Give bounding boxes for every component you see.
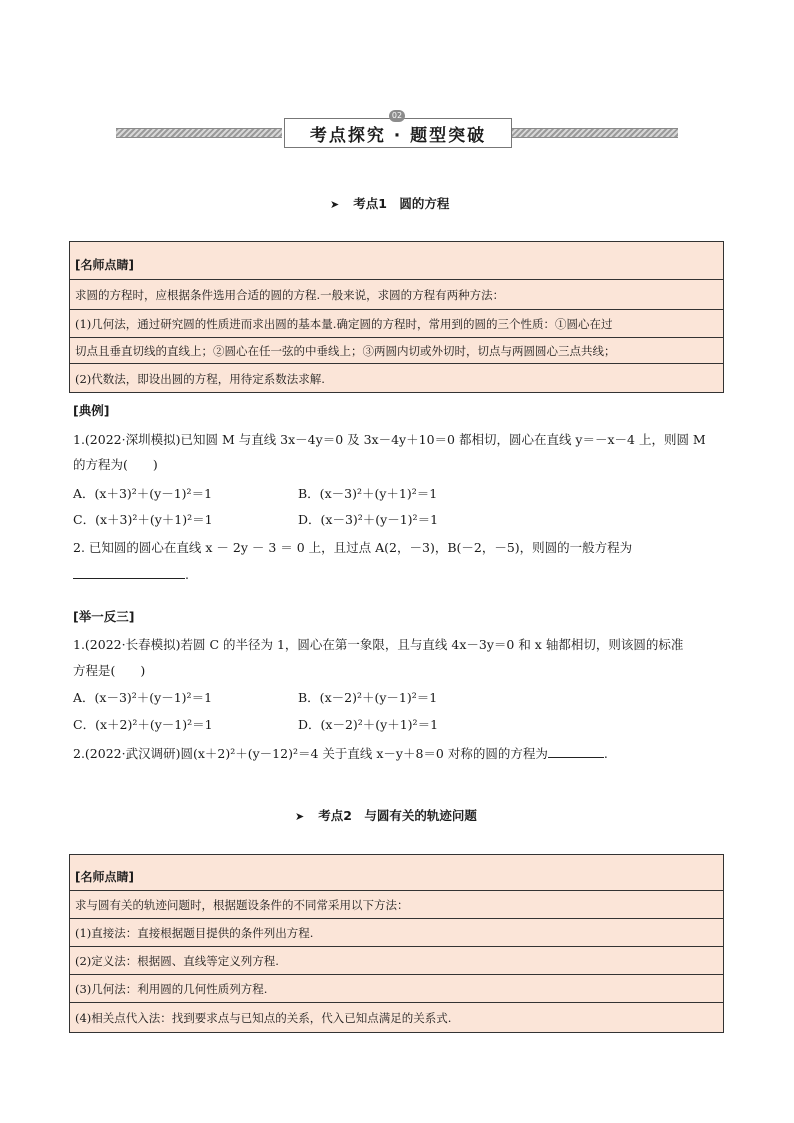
answer-blank[interactable] bbox=[73, 566, 185, 579]
practice1-line1: 1.(2022·长春模拟)若圆 C 的半径为 1，圆心在第一象限，且与直线 4x－3y＝0 和 x 轴都相切，则该圆的标准 bbox=[73, 637, 684, 652]
section1-title-row bbox=[330, 194, 449, 212]
section2-title: 考点2 与圆有关的轨迹问题 bbox=[318, 808, 477, 823]
example1-line2: 的方程为( ) bbox=[73, 457, 158, 472]
example1-option-d: D．(x－3)²＋(y－1)²＝1 bbox=[298, 512, 439, 527]
arrow-icon: ➤ bbox=[295, 810, 305, 823]
practice2-line1: 2.(2022·武汉调研)圆(x＋2)²＋(y－12)²＝4 关于直线 x－y＋8＝0 对称的圆的方程为 bbox=[73, 746, 548, 761]
practice2-row bbox=[73, 745, 608, 762]
practice1-option-d: D．(x－2)²＋(y＋1)²＝1 bbox=[298, 717, 439, 732]
banner-stripe-right bbox=[512, 128, 678, 138]
example1-option-a: A．(x＋3)²＋(y－1)²＝1 bbox=[73, 486, 213, 501]
section1-title: 考点1 圆的方程 bbox=[353, 196, 450, 211]
example-label: [典例] bbox=[73, 403, 110, 418]
practice-label: [举一反三] bbox=[73, 609, 135, 624]
banner-stripe-left bbox=[116, 128, 282, 138]
example1-line1: 1.(2022·深圳模拟)已知圆 M 与直线 3x－4y＝0 及 3x－4y＋10＝0 都相切，圆心在直线 y＝－x－4 上，则圆 M bbox=[73, 432, 706, 447]
tip-line: (4)相关点代入法：找到要求点与已知点的关系，代入已知点满足的关系式. bbox=[75, 1011, 452, 1025]
tip-heading: [名师点睛] bbox=[70, 242, 723, 280]
tip-line: (3)几何法：利用圆的几何性质列方程. bbox=[70, 975, 723, 1003]
tip-line: 求与圆有关的轨迹问题时，根据题设条件的不同常采用以下方法： bbox=[70, 891, 723, 919]
example2-tail: . bbox=[185, 567, 189, 582]
tip-box-1 bbox=[69, 241, 724, 393]
practice1-option-a: A．(x－3)²＋(y－1)²＝1 bbox=[73, 690, 213, 705]
practice1-line2: 方程是( ) bbox=[73, 663, 146, 678]
practice2-tail: . bbox=[603, 746, 608, 761]
tip-line: (1)直接法：直接根据题目提供的条件列出方程. bbox=[70, 919, 723, 947]
arrow-icon: ➤ bbox=[330, 198, 340, 211]
tip-line: (2)定义法：根据圆、直线等定义列方程. bbox=[70, 947, 723, 975]
tip-line: (1)几何法，通过研究圆的性质进而求出圆的基本量.确定圆的方程时，常用到的圆的三个性质：①圆心在过 bbox=[70, 310, 723, 338]
tip-line: 求圆的方程时，应根据条件选用合适的圆的方程.一般来说，求圆的方程有两种方法： bbox=[70, 280, 723, 310]
tip-box-2 bbox=[69, 854, 724, 1033]
tip-line: (2)代数法，即设出圆的方程，用待定系数法求解. bbox=[75, 372, 325, 386]
example2-line1: 2. 已知圆的圆心在直线 x － 2y － 3 ＝ 0 上，且过点 A(2，－3)，B(－2，－5)，则圆的一般方程为 bbox=[73, 540, 633, 555]
tip-heading: [名师点睛] bbox=[70, 855, 723, 891]
answer-blank[interactable] bbox=[548, 745, 604, 758]
example1-option-b: B．(x－3)²＋(y＋1)²＝1 bbox=[298, 486, 438, 501]
section-banner bbox=[116, 110, 678, 150]
practice1-option-c: C．(x＋2)²＋(y－1)²＝1 bbox=[73, 717, 213, 732]
example1-option-c: C．(x＋3)²＋(y＋1)²＝1 bbox=[73, 512, 213, 527]
practice1-option-b: B．(x－2)²＋(y－1)²＝1 bbox=[298, 690, 438, 705]
section2-title-row bbox=[295, 806, 477, 824]
banner-badge: 02 bbox=[389, 110, 405, 122]
banner-title: 考点探究 · 题型突破 bbox=[284, 118, 512, 148]
example2-answer-row bbox=[73, 566, 189, 583]
tip-line: 切点且垂直切线的直线上；②圆心在任一弦的中垂线上；③两圆内切或外切时，切点与两圆圆心三点共线； bbox=[70, 338, 723, 364]
